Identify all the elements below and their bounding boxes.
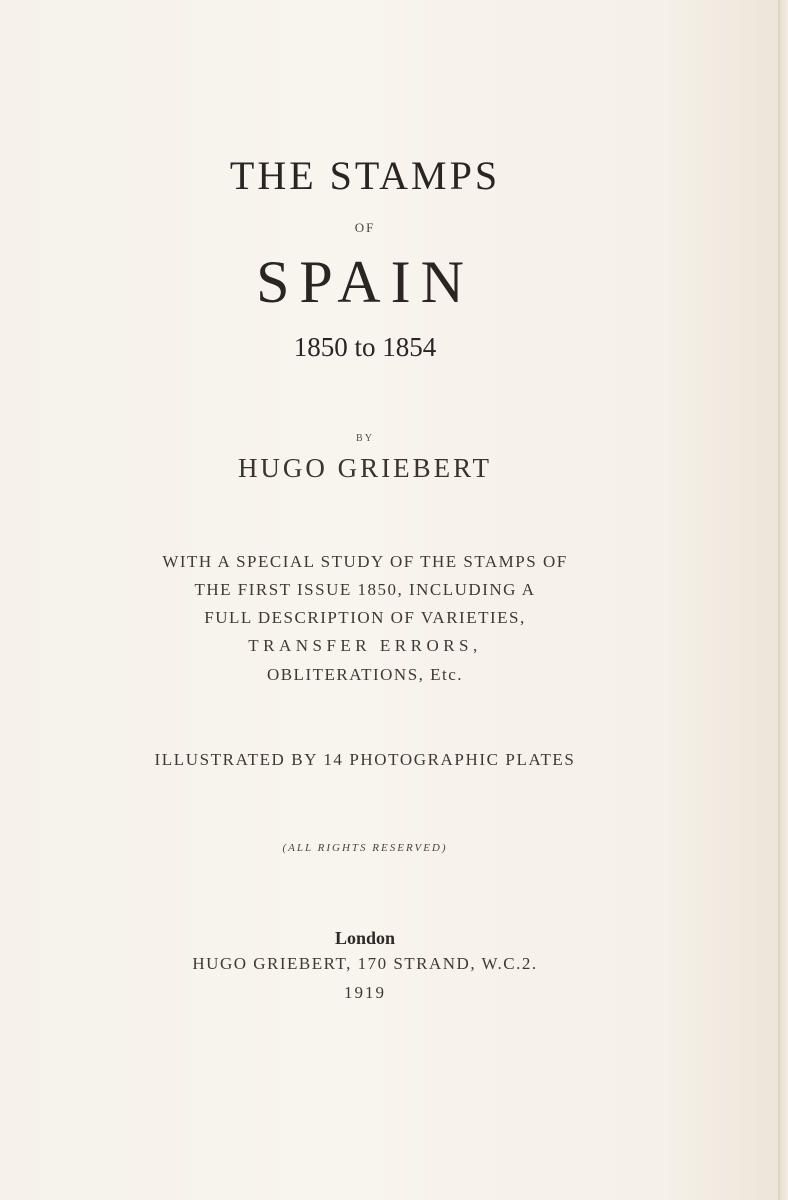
description-line: THE FIRST ISSUE 1850, INCLUDING A: [194, 580, 536, 599]
description-line: TRANSFER ERRORS,: [248, 636, 482, 655]
description-line: WITH A SPECIAL STUDY OF THE STAMPS OF: [162, 552, 568, 571]
rights-notice: (ALL RIGHTS RESERVED): [282, 842, 448, 854]
publication-city: London: [334, 928, 396, 948]
description-line: FULL DESCRIPTION OF VARIETIES,: [204, 608, 526, 627]
date-range: 1850 to 1854: [293, 332, 437, 362]
publication-year: 1919: [344, 983, 386, 1002]
book-title: THE STAMPS: [229, 153, 501, 198]
page-edge: [778, 0, 788, 1200]
author-name: HUGO GRIEBERT: [237, 453, 493, 483]
illustration-note: ILLUSTRATED BY 14 PHOTOGRAPHIC PLATES: [154, 750, 576, 769]
description-line: OBLITERATIONS, Etc.: [266, 665, 464, 684]
book-subject: SPAIN: [256, 249, 474, 315]
publisher-address: HUGO GRIEBERT, 170 STRAND, W.C.2.: [192, 954, 538, 973]
by-label: BY: [356, 433, 374, 444]
title-connector: OF: [354, 220, 376, 235]
